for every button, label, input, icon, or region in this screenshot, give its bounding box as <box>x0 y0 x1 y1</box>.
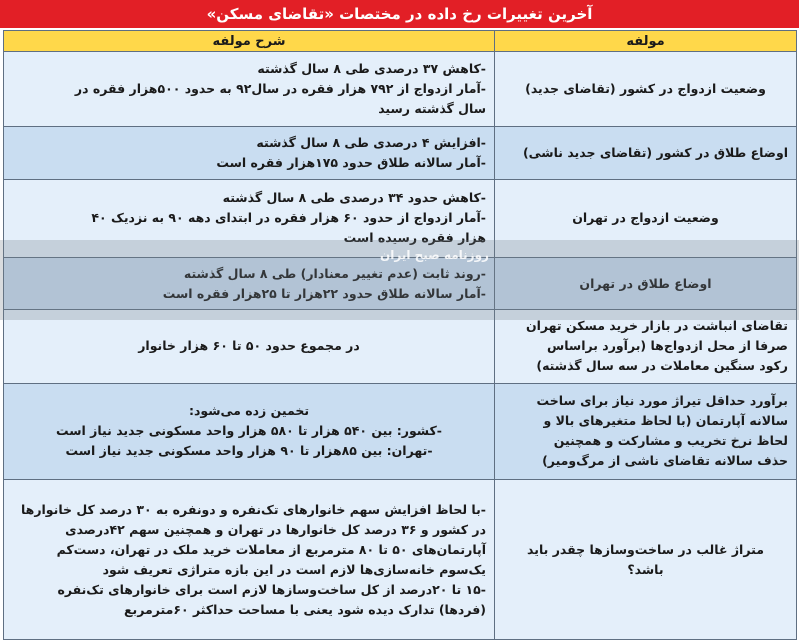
description-cell <box>4 383 495 479</box>
description-text-line: -تهران: بین ۸۵هزار تا ۹۰ هزار واحد مسکونی جدید نیاز است <box>65 443 433 459</box>
component-text-line: تقاضای انباشت در بازار خرید مسکن تهران <box>525 318 788 334</box>
table-row <box>4 383 797 479</box>
component-cell <box>495 258 797 310</box>
component-text-line: اوضاع طلاق در کشور (تقاضای جدید ناشی) <box>522 145 788 160</box>
table-row <box>4 179 797 257</box>
description-text-line: -آمار سالانه طلاق حدود ۱۷۵هزار فقره است <box>216 155 486 170</box>
component-text-line: وضعیت ازدواج در کشور (تقاضای جدید) <box>525 81 766 97</box>
table-row <box>4 127 797 179</box>
description-text-line: -افزایش ۴ درصدی طی ۸ سال گذشته <box>256 135 486 150</box>
component-cell <box>495 179 797 257</box>
component-text-line: باشد؟ <box>627 561 664 577</box>
component-text-line: حذف سالانه تقاضای ناشی از مرگ‌ومیر) <box>542 453 788 469</box>
description-text-line: -کاهش حدود ۳۴ درصدی طی ۸ سال گذشته <box>222 190 486 206</box>
table-row <box>4 52 797 127</box>
description-text-line: در مجموع حدود ۵۰ تا ۶۰ هزار خانوار <box>138 338 360 354</box>
description-cell <box>4 310 495 383</box>
description-text-line: -آمار ازدواج از ۷۹۲ هزار فقره در سال۹۲ به حدود ۵۰۰هزار فقره در <box>74 81 486 97</box>
description-cell <box>4 480 495 640</box>
description-cell <box>4 179 495 257</box>
description-text-line: -آمار سالانه طلاق حدود ۲۲هزار تا ۲۵هزار فقره است <box>162 285 486 301</box>
watermark-text: روزنامه صبح ایران <box>380 248 489 262</box>
description-text-line: (فردها) تدارک دیده شود یعنی با مساحت حداکثر ۶۰مترمربع <box>123 601 486 617</box>
table-row <box>4 310 797 383</box>
component-text-line: لحاظ نرخ تخریب و مشارکت و همچنین <box>553 433 788 449</box>
description-text-line: تخمین زده می‌شود: <box>188 403 310 419</box>
component-cell <box>495 383 797 479</box>
description-text-line: -آمار ازدواج از حدود ۶۰ هزار فقره در ابتدای دهه ۹۰ به نزدیک ۴۰ <box>91 210 486 226</box>
component-text-line: صرفا از محل ازدواج‌ها (برآورد براساس <box>546 338 788 354</box>
component-cell <box>495 52 797 127</box>
component-text-line: متراژ غالب در ساخت‌وسازها چقدر باید <box>527 541 764 557</box>
description-text-line: -۱۵ تا ۲۰درصد از کل ساخت‌وسازها لازم است برای خانوارهای تک‌نفره <box>57 581 486 597</box>
table-header-row <box>4 31 797 52</box>
housing-demand-table <box>3 30 797 640</box>
description-text-line: هزار فقره رسیده است <box>343 230 486 246</box>
description-cell <box>4 258 495 310</box>
table-row <box>4 480 797 640</box>
description-text-line: سال گذشته رسید <box>378 101 486 117</box>
description-text-line: -روند ثابت (عدم تغییر معنادار) طی ۸ سال گذشته <box>183 265 486 281</box>
component-text-line: وضعیت ازدواج در تهران <box>572 210 719 226</box>
table-row <box>4 258 797 310</box>
description-cell <box>4 127 495 179</box>
component-column-header: مولفه <box>495 31 797 52</box>
component-cell <box>495 310 797 383</box>
description-text-line: در کشور و ۳۶ درصد کل خانوارها در تهران و همچنین سهم ۴۲درصدی <box>65 521 486 537</box>
description-column-header: شرح مولفه <box>4 31 495 52</box>
component-text-line: برآورد حداقل تیراژ مورد نیاز برای ساخت <box>536 393 788 409</box>
component-cell <box>495 480 797 640</box>
infographic-title: آخرین تغییرات رخ داده در مختصات «تقاضای مسکن» <box>0 0 799 28</box>
description-text-line: -با لحاظ افزایش سهم خانوارهای تک‌نفره و دونفره به ۳۰ درصد کل خانوارها <box>20 501 486 517</box>
component-text-line: سالانه آپارتمان (با لحاظ متغیرهای بالا و <box>543 413 788 429</box>
description-text-line: -کشور: بین ۵۴۰ هزار تا ۵۸۰ هزار واحد مسکونی جدید نیاز است <box>56 423 442 439</box>
component-text-line: رکود سنگین معاملات در سه سال گذشته) <box>536 358 788 374</box>
component-text-line: اوضاع طلاق در تهران <box>579 275 712 291</box>
component-cell <box>495 127 797 179</box>
description-text-line: آپارتمان‌های ۵۰ تا ۸۰ مترمربع از معاملات خرید ملک در تهران، دست‌کم <box>56 541 486 557</box>
description-text-line: -کاهش ۳۷ درصدی طی ۸ سال گذشته <box>257 61 486 77</box>
description-cell <box>4 52 495 127</box>
description-text-line: یک‌سوم خانه‌سازی‌ها لازم است در این بازه متراژی تعریف شود <box>102 561 486 577</box>
table-body <box>4 52 797 640</box>
